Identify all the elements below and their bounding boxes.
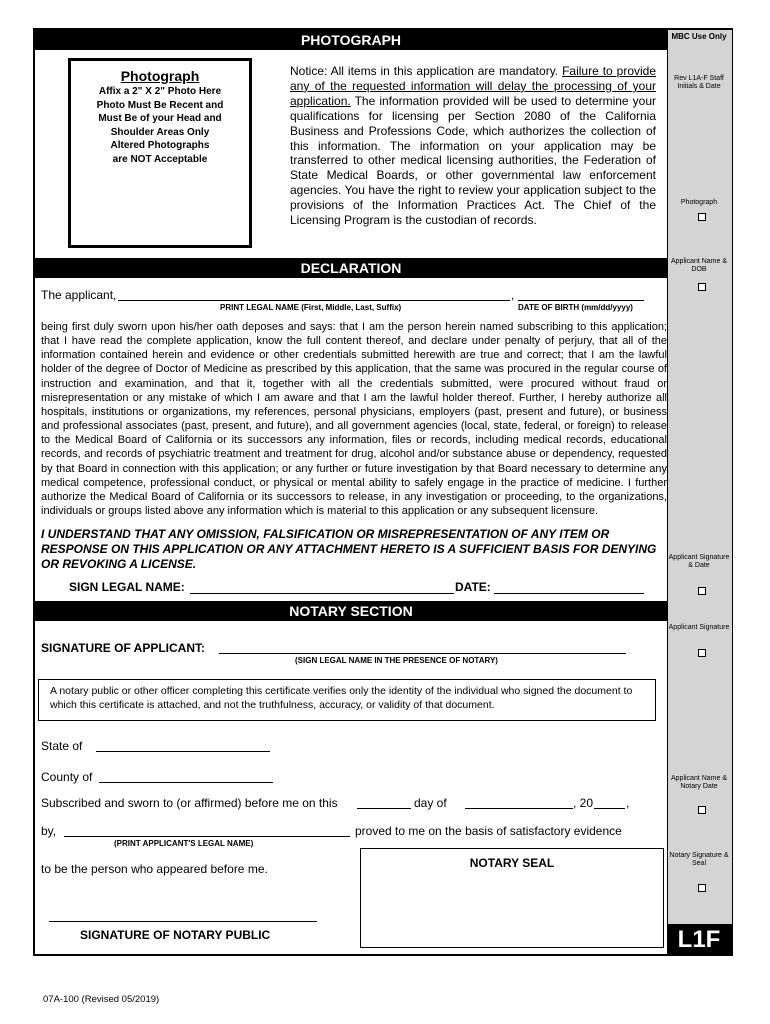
notary-signature-line[interactable] [49, 921, 317, 922]
sidebar-label-name-notary-date: Applicant Name & Notary Date [670, 775, 728, 790]
photograph-checkbox[interactable] [698, 213, 706, 221]
notary-disclaimer-box [38, 679, 656, 721]
by-label: by, [41, 824, 57, 838]
state-line[interactable] [96, 751, 270, 752]
notary-signature-label: SIGNATURE OF NOTARY PUBLIC [80, 928, 271, 942]
sign-legal-name-line[interactable] [190, 593, 454, 594]
sidebar-label-signature-date: Applicant Signature & Date [668, 554, 730, 569]
signature-date-checkbox[interactable] [698, 587, 706, 595]
year-prefix: , 20 [573, 796, 594, 810]
name-notary-date-checkbox[interactable] [698, 806, 706, 814]
notary-seal-label: NOTARY SEAL [469, 856, 555, 870]
day-of-label: day of [414, 796, 447, 810]
declaration-warning: I UNDERSTAND THAT ANY OMISSION, FALSIFICATION OR MISREPRESENTATION OF ANY ITEM OR RESPONSE ON THIS APPLICATION OR ANY ATTACHMENT HERETO IS A SUFFICIENT BASIS FOR DENYING OR REVOKING A LICENSE. [41, 527, 657, 571]
mbc-use-only-header: MBC Use Only [671, 32, 727, 41]
applicant-dob-line[interactable] [518, 300, 644, 301]
sidebar-label-name-dob: Applicant Name & DOB [670, 258, 728, 273]
applicant-prefix: The applicant, [41, 288, 117, 302]
sign-legal-name-label: SIGN LEGAL NAME: [69, 580, 185, 594]
sidebar-label-photograph: Photograph [680, 199, 718, 206]
photo-instruction: are NOT Acceptable [112, 153, 208, 165]
notary-section-header: NOTARY SECTION [35, 601, 667, 621]
photo-instruction: Photo Must Be Recent and [96, 99, 224, 111]
photo-instruction: Affix a 2" X 2" Photo Here [98, 86, 222, 97]
name-caption: PRINT LEGAL NAME (First, Middle, Last, Suffix) [220, 303, 402, 312]
notice-paragraph: Notice: All items in this application are mandatory. Failure to provide any of the requested information will delay the processing of your application. The information provided will be used to determine your qualifications for licensing per Section 2080 of the California Business and Professions Code, which authorizes the collection of this information. The information on your application may be transferred to other medical licensing authorities, the Federation of State Medical Boards, or other governmental law enforcement agencies. You have the right to review your application subject to the provisions of the Information Practices Act. The Chief of the Licensing Program is the custodian of records. [290, 64, 657, 228]
print-name-caption: (PRINT APPLICANT'S LEGAL NAME) [114, 839, 254, 848]
appeared-text: to be the person who appeared before me. [41, 862, 268, 876]
notary-seal-box[interactable] [360, 848, 664, 948]
county-label: County of [41, 770, 93, 784]
signature-caption: (SIGN LEGAL NAME IN THE PRESENCE OF NOTARY) [295, 656, 498, 665]
photo-instruction: Shoulder Areas Only [110, 126, 210, 138]
date-label: DATE: [455, 580, 491, 594]
applicant-name-line[interactable] [118, 300, 510, 301]
notary-seal-checkbox[interactable] [698, 884, 706, 892]
comma: , [626, 796, 630, 810]
form-revision: 07A-100 (Revised 05/2019) [43, 994, 160, 1005]
signature-checkbox[interactable] [698, 649, 706, 657]
declaration-section-header: DECLARATION [35, 258, 667, 278]
county-line[interactable] [99, 782, 273, 783]
photo-instruction: Must Be of your Head and [98, 113, 222, 124]
photograph-section-header: PHOTOGRAPH [35, 30, 667, 50]
applicant-signature-label: SIGNATURE OF APPLICANT: [41, 641, 205, 655]
name-dob-checkbox[interactable] [698, 283, 706, 291]
state-label: State of [41, 739, 83, 753]
sworn-day-line[interactable] [357, 808, 411, 809]
sworn-month-line[interactable] [465, 808, 573, 809]
sworn-text: Subscribed and sworn to (or affirmed) before me on this [41, 796, 338, 810]
sidebar-label-notary-seal: Notary Signature & Seal [669, 852, 729, 867]
proved-text: proved to me on the basis of satisfactory evidence [355, 824, 622, 838]
sidebar-label-signature: Applicant Signature [668, 624, 730, 631]
photo-instruction: Altered Photographs [110, 140, 210, 151]
notary-disclaimer: A notary public or other officer completing this certificate verifies only the identity of the individual who signed the document to which this certificate is attached, and not the truthfulness, accuracy, or validity of that document. [50, 685, 633, 711]
photo-box[interactable] [68, 58, 252, 248]
declaration-body: being first duly sworn upon his/her oath deposes and says: that I am the person herein named subscribing to this application; that I have read the complete application, know the full content thereof, and declare under penalty of perjury, that all of the information contained herein and evidence or other credentials submitted herewith are true and correct; that I am the lawful holder of the degree of Doctor of Medicine as prescribed by this application, that the same was procured in the regular course of instruction and examination, and that it, together with all the credentials submitted, were procured without fraud or misrepresentation or any mistake of which I am aware and that I am the lawful holder thereof. Further, I hereby authorize all hospitals, institutions or organizations, my references, personal physicians, employers (past, present and future), or business and professional associates (past, present, and future), and all government agencies (local, state, federal, or foreign) to release to the Medical Board of California or its successors any information, files or records, including medical records, educational records, and records of psychiatric treatment and treatment for drug, alcohol and/or substance abuse or dependency, requested by that Board in connection with this application; or any further or future investigation by that Board necessary to determine any medical competence, professional conduct, or physical or mental ability to safely engage in the practice of medicine. I further authorize the Medical Board of California or its successors to release, in any investigation or proceeding, to the organizations, individuals or groups listed above any information which is material to this application or any subsequent licensure. [41, 321, 667, 518]
sidebar-label-staff: Rev L1A-F Staff Initials & Date [674, 75, 724, 90]
form-code: L1F [667, 924, 731, 956]
print-name-line[interactable] [64, 836, 350, 837]
applicant-signature-line[interactable] [219, 653, 626, 654]
sworn-year-line[interactable] [594, 808, 625, 809]
dob-caption: DATE OF BIRTH (mm/dd/yyyy) [518, 303, 633, 312]
photo-box-title: Photograph [120, 68, 200, 84]
date-line[interactable] [494, 593, 644, 594]
comma: , [511, 288, 515, 302]
